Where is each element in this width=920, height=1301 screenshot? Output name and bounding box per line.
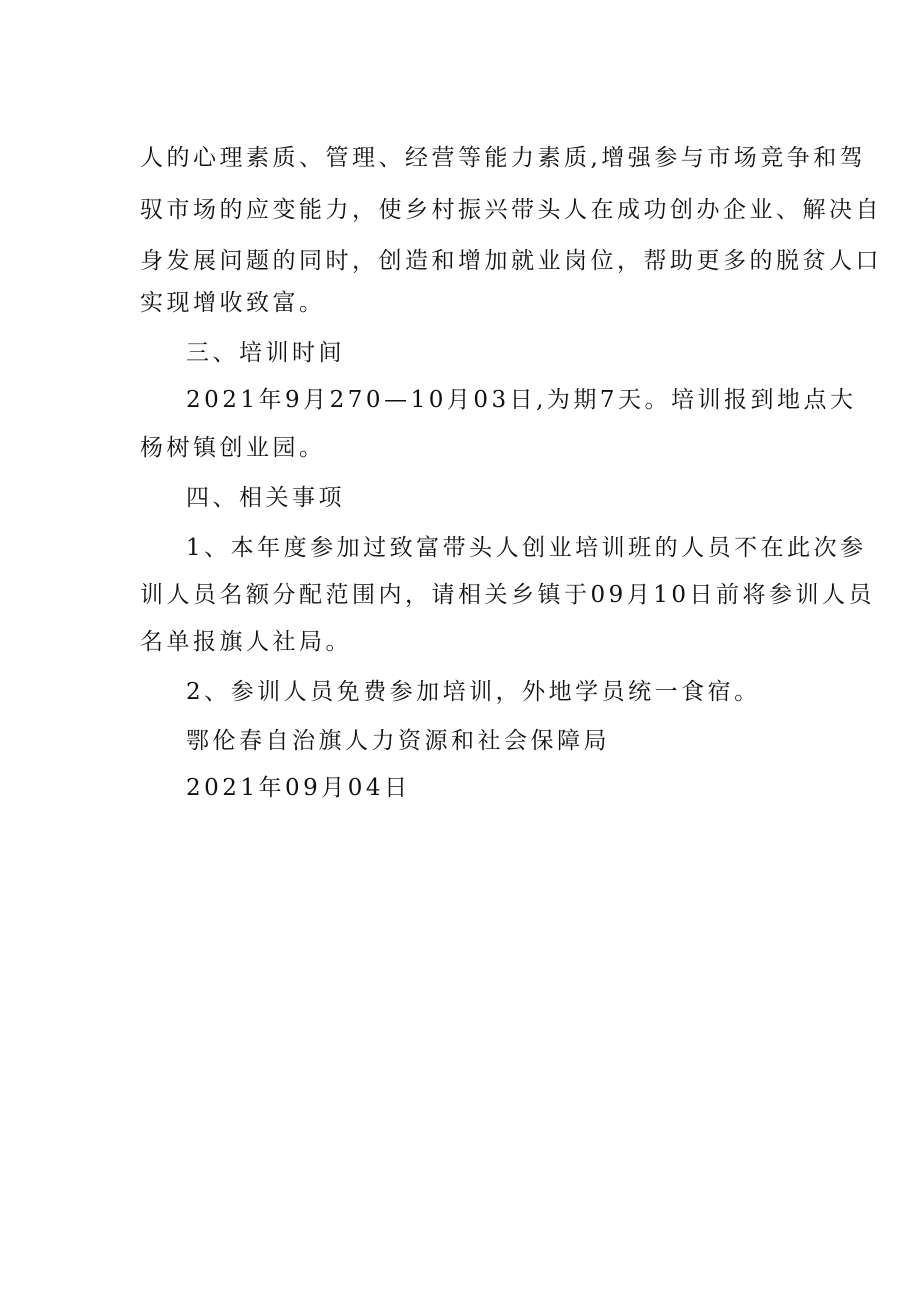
body-text-line: 实现增收致富。 bbox=[140, 290, 326, 316]
list-item-text: 2、参训人员免费参加培训，外地学员统一食宿。 bbox=[186, 679, 761, 705]
section-heading-related-matters: 四、相关事项 bbox=[186, 485, 345, 511]
list-item-text: 训人员名额分配范围内，请相关乡镇于09月10日前将参训人员 bbox=[140, 582, 876, 608]
body-text-line: 杨树镇创业园。 bbox=[140, 435, 326, 461]
body-text-line: 驭市场的应变能力，使乡村振兴带头人在成功创办企业、解决自 bbox=[140, 197, 882, 223]
body-text-line: 身发展问题的同时，创造和增加就业岗位，帮助更多的脱贫人口 bbox=[140, 248, 882, 274]
signature-organization: 鄂伦春自治旗人力资源和社会保障局 bbox=[186, 728, 610, 754]
list-item-text: 名单报旗人社局。 bbox=[140, 629, 352, 655]
body-text-line: 人的心理素质、管理、经营等能力素质,增强参与市场竞争和驾 bbox=[140, 145, 867, 171]
body-text-line: 2021年9月270—10月03日,为期7天。培训报到地点大 bbox=[186, 387, 857, 413]
list-item-text: 1、本年度参加过致富带头人创业培训班的人员不在此次参 bbox=[186, 535, 867, 561]
section-heading-training-time: 三、培训时间 bbox=[186, 340, 345, 366]
document-date: 2021年09月04日 bbox=[186, 775, 411, 801]
